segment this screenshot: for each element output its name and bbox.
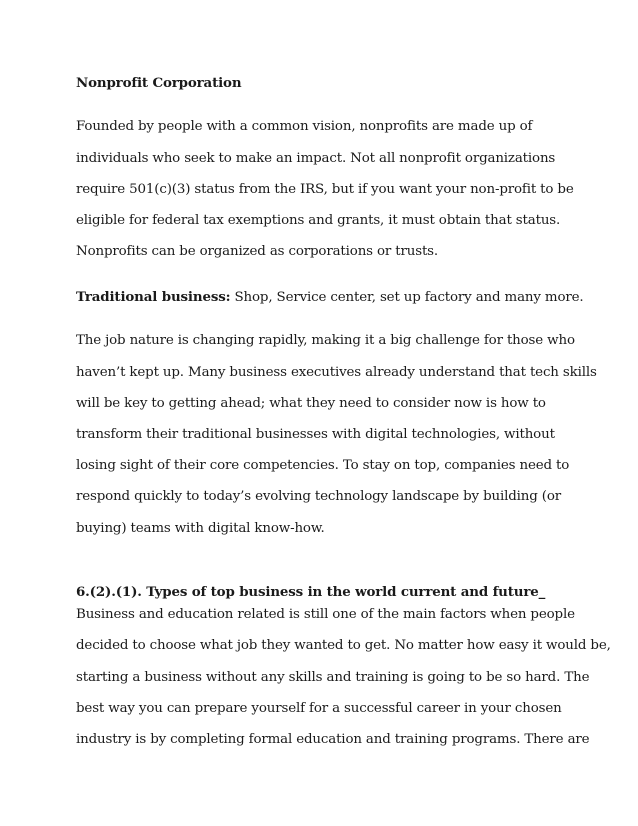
paragraph-line: eligible for federal tax exemptions and grants, it must obtain that status. (76, 213, 561, 228)
paragraph-line: respond quickly to today’s evolving technology landscape by building (or (76, 489, 562, 504)
paragraph-line: decided to choose what job they wanted to get. No matter how easy it would be, (76, 638, 611, 653)
paragraph-line: industry is by completing formal education and training programs. There are (76, 732, 590, 747)
section-title-nonprofit: Nonprofit Corporation (76, 75, 242, 91)
paragraph-line: require 501(c)(3) status from the IRS, but if you want your non-profit to be (76, 182, 574, 197)
paragraph-line: The job nature is changing rapidly, making it a big challenge for those who (76, 333, 575, 348)
traditional-business-label: Traditional business: (76, 289, 231, 305)
paragraph-line: starting a business without any skills and training is going to be so hard. The (76, 670, 590, 685)
section-heading-types-of-business: 6.(2).(1). Types of top business in the world current and future_ (76, 584, 546, 600)
paragraph-line: will be key to getting ahead; what they need to consider now is how to (76, 396, 546, 411)
paragraph-line: Nonprofits can be organized as corporations or trusts. (76, 244, 439, 259)
paragraph-line: haven’t kept up. Many business executives already understand that tech skills (76, 365, 597, 380)
traditional-business-text: Shop, Service center, set up factory and many more. (230, 290, 584, 305)
paragraph-line: transform their traditional businesses with digital technologies, without (76, 427, 555, 442)
paragraph-line: losing sight of their core competencies. To stay on top, companies need to (76, 458, 570, 473)
paragraph-line: Founded by people with a common vision, nonprofits are made up of (76, 119, 533, 134)
paragraph-line: Business and education related is still one of the main factors when people (76, 607, 575, 622)
paragraph-line: individuals who seek to make an impact. Not all nonprofit organizations (76, 151, 556, 166)
traditional-business-line (76, 289, 584, 306)
paragraph-line: buying) teams with digital know-how. (76, 521, 325, 536)
paragraph-line: best way you can prepare yourself for a successful career in your chosen (76, 701, 562, 716)
